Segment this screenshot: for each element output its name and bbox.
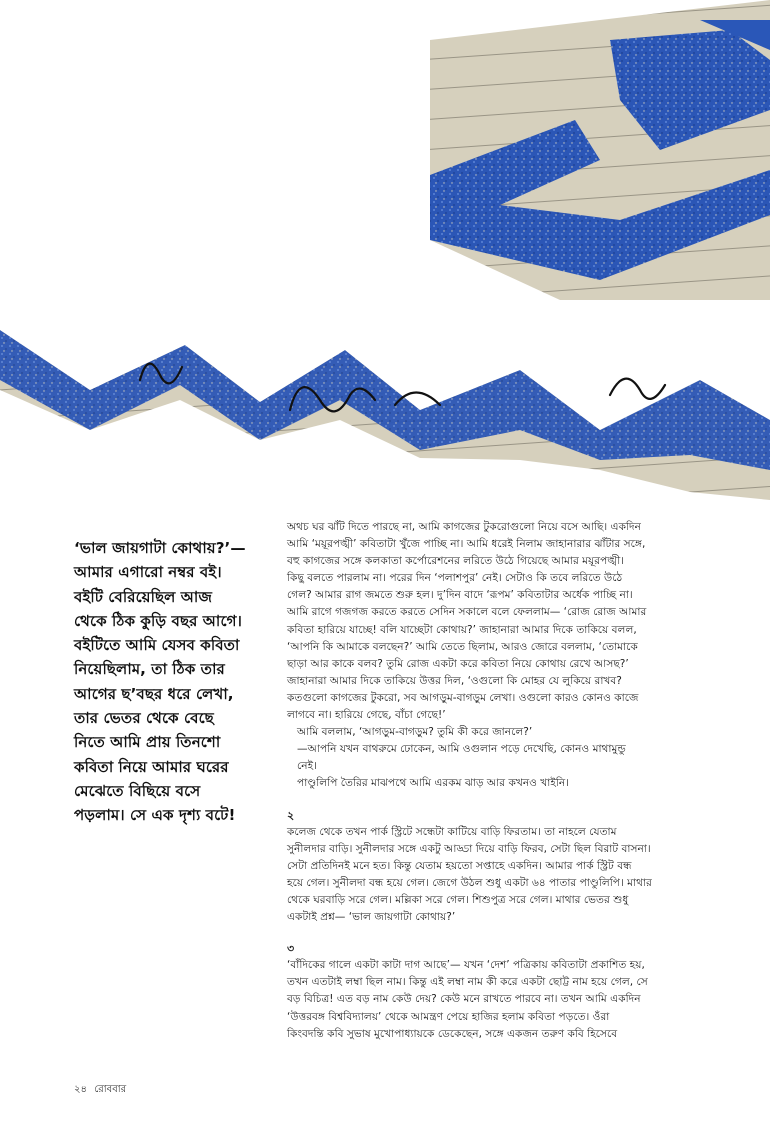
pull-quote-line: তার ভেতর থেকে বেছে	[74, 709, 214, 728]
zigzag-stroke	[0, 300, 770, 500]
body-line: আমি রাগে গজগজ করতে করতে সেদিন সকালে বলে ফেললাম— ‘রোজ রোজ আমার	[287, 606, 647, 619]
section-2	[287, 824, 747, 927]
pull-quote-line: আগের ছ’বছর ধরে লেখা,	[74, 684, 234, 703]
pull-quote-line: বইটি বেরিয়েছিল আজ	[74, 587, 213, 606]
body-line: কতগুলো কাগজের টুকরো, সব আগড়ুম-বাগড়ুম লেখা। ওগুলো কারও কোনও কাজে	[287, 691, 639, 704]
dialogue-line: —আপনি যখন বাথরুমে ঢোকেন, আমি ওগুলান পড়ে দেখেছি, কোনও মাথামুন্ডু	[297, 743, 626, 756]
body-line: ‘আপনি কি আমাকে বলছেন?’ আমি তেতে ছিলাম, আরও জোরে বললাম, ‘তোমাকে	[287, 640, 638, 653]
pull-quote-line: পড়লাম। সে এক দৃশ্য বটে!	[74, 806, 236, 825]
body-line: থেকে ঘরবাড়ি সরে গেল। মল্লিকা সরে গেল। শিশুপুত্র সরে গেল। মাথার ভেতর শুধু	[287, 893, 629, 906]
page-footer	[74, 1082, 126, 1099]
dialogue-line: আমি বললাম, ‘আগড়ুম-বাগড়ুম? তুমি কী করে জানলে?’	[297, 726, 533, 739]
pull-quote-line: থেকে ঠিক কুড়ি বছর আগে।	[74, 611, 242, 630]
body-line: বড় বিচিত্র! এত বড় নাম কেউ দেয়? কেউ মনে রাখতে পারবে না। তখন আমি একদিন	[287, 993, 641, 1006]
section-3	[287, 957, 747, 1042]
pull-quote-line: নিতে আমি প্রায় তিনশো	[74, 733, 221, 752]
body-line: কিংবদন্তি কবি সুভাষ মুখোপাধ্যায়কে ডেকেছেন, সঙ্গে একজন তরুণ কবি হিসেবে	[287, 1027, 618, 1040]
pull-quote-line: ‘ভাল জায়গাটা কোথায়?’—	[74, 539, 246, 557]
body-line: একটাই প্রশ্ন— ‘ভাল জায়গাটা কোথায়?’	[287, 911, 456, 924]
body-line: ‘বাঁদিকের গালে একটা কাটা দাগ আছে’— যখন ‘দেশ’ পত্রিকায় কবিতাটা প্রকাশিত হয়,	[287, 959, 645, 972]
pull-quote-line: মেঝেতে বিছিয়ে বসে	[74, 781, 201, 800]
body-line: জাহানারা আমার দিকে তাকিয়ে উত্তর দিল, ‘ওগুলো কি মোহর যে লুকিয়ে রাখব?	[287, 674, 622, 687]
pull-quote-line: নিয়েছিলাম, তা ঠিক তার	[74, 660, 225, 679]
dialogue-line: নেই।	[297, 760, 317, 773]
section-number: ২	[287, 808, 295, 822]
upper-stroke-shape	[430, 0, 770, 300]
body-line: হয়ে গেল। সুনীলদা বন্ধ হয়ে গেল। জেগে উঠল শুধু একটা ৬৪ পাতার পাণ্ডুলিপি। মাথার	[287, 876, 652, 889]
body-line: ছাড়া আর কাকে বলব? তুমি রোজ একটা করে কবিতা নিয়ে কোথায় রেখে আসছ?’	[287, 657, 629, 670]
body-line: বহু কাগজের সঙ্গে কলকাতা কর্পোরেশনের লরিতে উঠে গিয়েছে আমার ময়ূরপঙ্খী।	[287, 555, 625, 568]
body-line: লাগবে না। হারিয়ে গেছে, বাঁচা গেছে!’	[287, 709, 446, 722]
cover-artwork	[0, 0, 770, 500]
body-line: ‘উত্তরবঙ্গ বিশ্ববিদ্যালয়’ থেকে আমন্ত্রণ পেয়ে হাজির হলাম কবিতা পড়তে। ওঁরা	[287, 1010, 610, 1023]
dialogue-line: পাণ্ডুলিপি তৈরির মাঝপথে আমি এরকম ঝাড় আর কখনও খাইনি।	[297, 777, 569, 790]
body-line: সুনীলদার বাড়ি। সুনীলদার সঙ্গে একটু আড্ডা দিয়ে বাড়ি ফিরব, সেটা ছিল বিরাট বাসনা।	[287, 842, 651, 855]
body-line: আমি ‘ময়ূরপঙ্খী’ কবিতাটা খুঁজে পাচ্ছি না। আমি ধরেই নিলাম জাহানারার ঝাঁটার সঙ্গে,	[287, 538, 646, 551]
article-body	[287, 519, 747, 1043]
body-line: তখন এতটাই লম্বা ছিল নাম। কিন্তু এই লম্বা নাম কী করে একটা ছোট্ট নাম হয়ে গেল, সে	[287, 976, 648, 989]
body-line: কিছু বলতে পারলাম না। পরের দিন ‘পলাশপুর’ নেই। সেটাও কি তবে লরিতে উঠে	[287, 572, 623, 585]
body-line: সেটা প্রতিদিনই মনে হত। কিন্তু যেতাম হয়তো সপ্তাহে একদিন। আমার পার্ক স্ট্রিট বন্ধ	[287, 859, 632, 872]
section-number: ৩	[287, 942, 295, 956]
pull-quote-line: কবিতা নিয়ে আমার ঘরের	[74, 757, 229, 776]
pull-quote-line: আমার এগারো নম্বর বই।	[74, 563, 222, 582]
section-1	[287, 519, 747, 793]
body-line: কবিতা হারিয়ে যাচ্ছে! বলি যাচ্ছেটা কোথায়?’ জাহানারা আমার দিকে তাকিয়ে বলল,	[287, 623, 637, 636]
pull-quote-line: বইটিতে আমি যেসব কবিতা	[74, 636, 240, 655]
page-number: ২৪	[74, 1084, 87, 1095]
body-line: অথচ ঘর ঝাঁট দিতে পারছে না, আমি কাগজের টুকরোগুলো নিয়ে বসে আছি। একদিন	[287, 521, 641, 533]
body-line: গেল? আমার রাগ জমতে শুরু হল। দু’দিন বাদে ‘রূপম’ কবিতাটার অর্ধেক পাচ্ছি না।	[287, 589, 633, 602]
magazine-name: রোববার	[94, 1084, 127, 1095]
pull-quote	[74, 536, 292, 828]
body-line: কলেজ থেকে তখন পার্ক স্ট্রিটে সন্ধেটা কাটিয়ে বাড়ি ফিরতাম। তা নাহলে যেতাম	[287, 825, 617, 838]
